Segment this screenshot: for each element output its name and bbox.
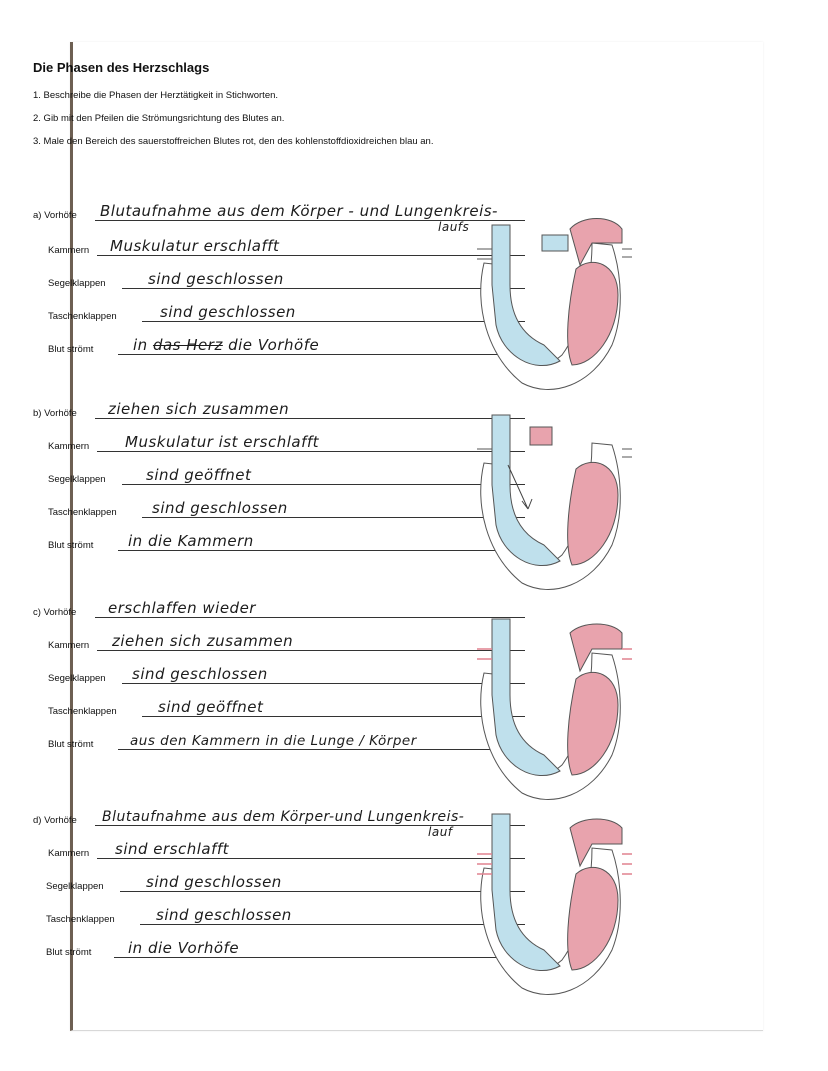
label-blut: Blut strömt: [46, 947, 92, 958]
answer-line: [142, 716, 525, 717]
answer-blut: [133, 336, 319, 354]
answer-line: [140, 924, 525, 925]
answer-kammern: Muskulatur erschlafft: [110, 237, 280, 255]
section-letter: d): [33, 815, 42, 826]
answer-line: [118, 354, 525, 355]
answer-line: [95, 825, 525, 826]
answer-blut: in die Kammern: [128, 532, 254, 550]
answer-vorhoefe-cont: laufs: [438, 220, 470, 234]
heart-diagram-d: [472, 810, 632, 1000]
label-segelklappen: Segelklappen: [48, 673, 106, 684]
answer-line: [118, 749, 525, 750]
label-segelklappen: Segelklappen: [48, 278, 106, 289]
answer-line: [95, 617, 525, 618]
label-vorhoefe: Vorhöfe: [44, 815, 77, 826]
answer-taschenklappen: sind geöffnet: [158, 698, 264, 716]
heart-diagram-b: [472, 405, 632, 595]
label-taschenklappen: Taschenklappen: [48, 311, 117, 322]
answer-line: [97, 255, 525, 256]
answer-line: [142, 321, 525, 322]
answer-line: [122, 484, 525, 485]
label-taschenklappen: Taschenklappen: [46, 914, 115, 925]
answer-segelklappen: sind geschlossen: [132, 665, 268, 683]
answer-taschenklappen: sind geschlossen: [156, 906, 292, 924]
section-letter: b): [33, 408, 42, 419]
task-1: 1. Beschreibe die Phasen der Herztätigkeit in Stichworten.: [33, 90, 279, 101]
answer-line: [142, 517, 525, 518]
label-blut: Blut strömt: [48, 344, 94, 355]
answer-blut-pre: in: [133, 336, 148, 354]
answer-segelklappen: sind geöffnet: [146, 466, 252, 484]
answer-vorhoefe: Blutaufnahme aus dem Körper - und Lungenkreis-: [100, 202, 498, 220]
label-kammern: Kammern: [48, 245, 90, 256]
heart-diagram-c: [472, 615, 632, 805]
task-2: 2. Gib mit den Pfeilen die Strömungsrichtung des Blutes an.: [33, 113, 285, 124]
answer-blut: in die Vorhöfe: [128, 939, 240, 957]
section-letter: c): [33, 607, 41, 618]
answer-line: [97, 451, 525, 452]
answer-vorhoefe: Blutaufnahme aus dem Körper-und Lungenkreis-: [102, 809, 465, 825]
answer-segelklappen: sind geschlossen: [148, 270, 284, 288]
section-letter: a): [33, 210, 42, 221]
label-kammern: Kammern: [48, 640, 90, 651]
label-segelklappen: Segelklappen: [46, 881, 104, 892]
label-vorhoefe: Vorhöfe: [44, 408, 77, 419]
label-taschenklappen: Taschenklappen: [48, 507, 117, 518]
answer-kammern: Muskulatur ist erschlafft: [125, 433, 320, 451]
answer-line: [97, 858, 525, 859]
answer-line: [95, 418, 525, 419]
answer-blut-struck: das Herz: [152, 336, 223, 354]
answer-blut: aus den Kammern in die Lunge / Körper: [130, 733, 417, 749]
label-kammern: Kammern: [48, 441, 90, 452]
label-vorhoefe: Vorhöfe: [44, 210, 77, 221]
answer-blut-post: die Vorhöfe: [228, 336, 320, 354]
answer-kammern: sind erschlafft: [115, 840, 230, 858]
answer-line: [122, 683, 525, 684]
worksheet-title: Die Phasen des Herzschlags: [33, 60, 210, 75]
answer-vorhoefe: erschlaffen wieder: [108, 599, 256, 617]
answer-vorhoefe: ziehen sich zusammen: [108, 400, 290, 418]
answer-line: [118, 550, 525, 551]
answer-line: [122, 288, 525, 289]
answer-vorhoefe-cont: lauf: [428, 825, 453, 839]
answer-line: [97, 650, 525, 651]
answer-line: [114, 957, 525, 958]
label-vorhoefe: Vorhöfe: [43, 607, 77, 618]
answer-line: [120, 891, 525, 892]
label-segelklappen: Segelklappen: [48, 474, 106, 485]
task-3: 3. Male den Bereich des sauerstoffreichen Blutes rot, den des kohlenstoffdioxidreichen blau an.: [33, 136, 434, 147]
answer-segelklappen: sind geschlossen: [146, 873, 282, 891]
label-blut: Blut strömt: [48, 739, 94, 750]
answer-kammern: ziehen sich zusammen: [112, 632, 294, 650]
label-kammern: Kammern: [48, 848, 90, 859]
label-taschenklappen: Taschenklappen: [48, 706, 117, 717]
answer-taschenklappen: sind geschlossen: [160, 303, 296, 321]
label-blut: Blut strömt: [48, 540, 94, 551]
heart-diagram-a: [472, 205, 632, 395]
answer-taschenklappen: sind geschlossen: [152, 499, 288, 517]
